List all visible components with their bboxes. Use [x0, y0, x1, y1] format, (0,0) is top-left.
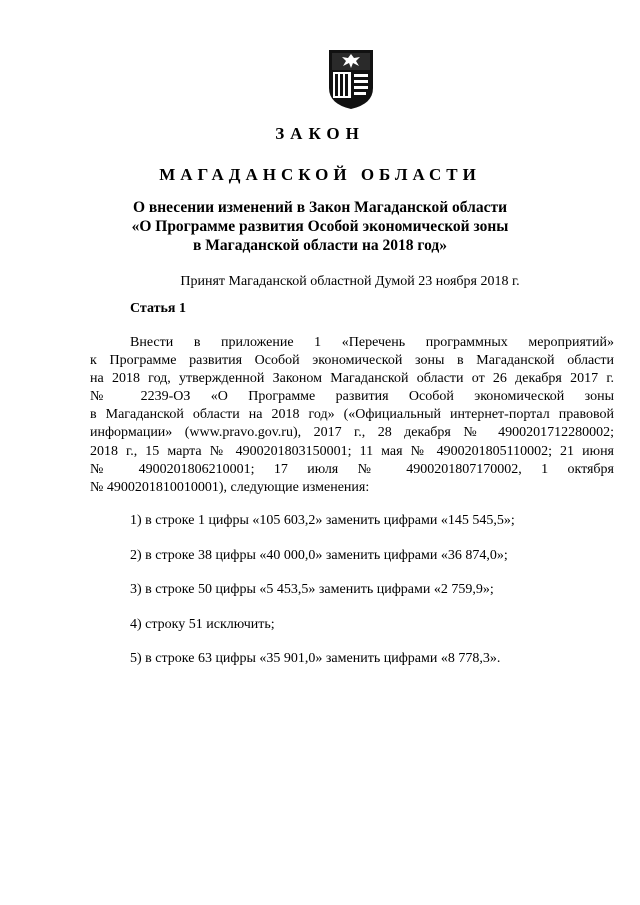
body-line: 2018 г., 15 марта № 4900201803150001; 11 мая № 4900201805110002; 21 июня: [90, 443, 614, 459]
law-heading: ЗАКОН: [275, 124, 365, 143]
region-heading: МАГАДАНСКОЙ ОБЛАСТИ: [159, 165, 481, 184]
list-item: 2) в строке 38 цифры «40 000,0» заменить цифрами «36 874,0»;: [130, 548, 508, 563]
body-line: № 2239-ОЗ «О Программе развития Особой экономической зоны: [90, 389, 614, 405]
body-line: информации» (www.pravo.gov.ru), 2017 г., 28 декабря № 4900201712280002;: [90, 425, 614, 441]
list-item: 3) в строке 50 цифры «5 453,5» заменить цифрами «2 759,9»;: [130, 582, 494, 597]
law-title: [0, 198, 640, 255]
article-heading: Статья 1: [130, 301, 186, 316]
body-line: к Программе развития Особой экономической зоны в Магаданской области: [90, 353, 614, 369]
body-line: на 2018 год, утвержденной Законом Магаданской области от 26 декабря 2017 г.: [90, 371, 614, 387]
list-item: 4) строку 51 исключить;: [130, 617, 275, 632]
list-item: 5) в строке 63 цифры «35 901,0» заменить цифрами «8 778,3».: [130, 651, 501, 666]
list-item: 1) в строке 1 цифры «105 603,2» заменить цифрами «145 545,5»;: [130, 513, 515, 528]
title-line: «О Программе развития Особой экономической зоны: [131, 218, 509, 235]
title-line: О внесении изменений в Закон Магаданской области: [132, 199, 508, 216]
body-line: № 4900201806210001; 17 июля № 4900201807170002, 1 октября: [90, 461, 614, 477]
magadan-coat-of-arms-icon: [326, 48, 376, 110]
article-body: [90, 334, 614, 497]
title-line: в Магаданской области на 2018 год»: [193, 237, 447, 254]
adoption-note: Принят Магаданской областной Думой 23 ноября 2018 г.: [180, 274, 520, 289]
body-line: в Магаданской области на 2018 год» («Официальный интернет-портал правовой: [90, 407, 614, 423]
body-line: № 4900201810010001), следующие изменения:: [90, 479, 370, 495]
body-line: Внести в приложение 1 «Перечень программных мероприятий»: [130, 335, 614, 350]
